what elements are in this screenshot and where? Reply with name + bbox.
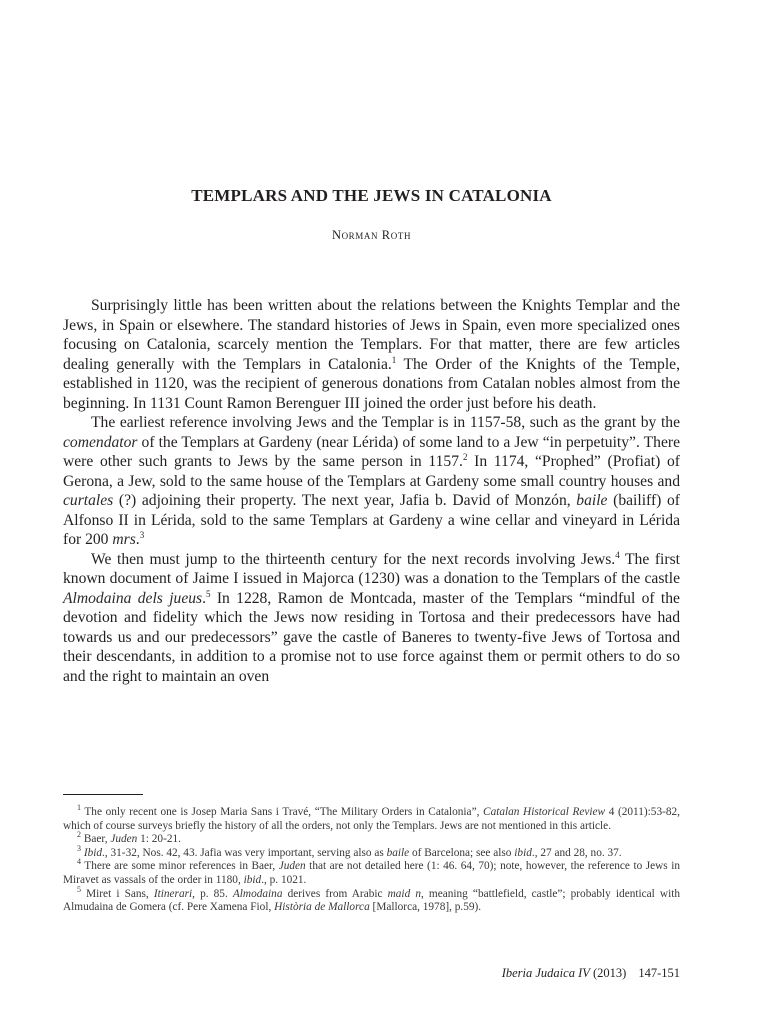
text-run: The earliest reference involving Jews and the Templar is in 1157-58, such as the grant by the [91,414,680,431]
italic-text: mrs [112,531,136,548]
text-run: ., 27 and 28, no. 37. [531,846,622,859]
italic-text: ibid [243,873,262,886]
text-run: Baer, [81,833,111,846]
footnote-text [63,857,680,886]
running-footer [502,966,680,981]
italic-text: Almodaina [232,887,283,900]
text-run: of the Templars at Gardeny (near Lérida) of some land to a Jew “in perpetuity”. There were other such grants to Jews by the same person in 1157. [63,433,680,470]
text-run: 4 (2011):53-82, which of course surveys briefly the history of all the orders, not only the Templars. Jews are not mentioned in this article. [63,806,680,832]
article-page [63,0,680,1024]
text-run: Surprisingly little has been written about the relations between the Knights Templar and the Jews, in Spain or elsewhere. The standard histories of Jews in Spain, even more specialized ones focusing on Catalonia, scarcely mention the Templars. For that matter, there are few articles dealing generally with the Templars in Catalonia. [63,297,680,373]
text-run: derives from Arabic [282,887,388,900]
footnote-ref: 5 [206,588,211,599]
italic-text: curtales [63,492,114,509]
text-run: . [135,531,140,548]
footnote [63,844,680,861]
footnote-text [81,833,181,845]
footnote-ref: 2 [462,451,468,462]
text-run: ., 31-32, Nos. 42, 43. Jafia was very important, serving also as [102,846,387,859]
footnote-number: 2 [77,830,81,840]
italic-text: comendator [63,433,138,451]
footnote-number: 5 [77,884,81,894]
article-author: Norman Roth [331,228,412,242]
text-run: of Barcelona; see also [409,846,515,859]
text-run: [Mallorca, 1978], p.59). [369,901,482,914]
italic-text: baile [386,846,410,859]
footnote-number: 3 [77,844,81,854]
article-title: TEMPLARS AND THE JEWS IN CATALONIA [191,186,552,205]
text-run: In 1228, Ramon de Montcada, master of the Templars “mindful of the devotion and fidelity which the Jews now residing in Tortosa and their predecessors have had towards us and our predecessors” gave the castle of Baneres to twenty-five Jews of Tortosa and their descendants, in addition to a promise not to use force against them or permit others to do so and the right to maintain an oven [63,589,680,685]
body-paragraph [63,413,680,550]
page-range: 147-151 [638,966,680,980]
body-paragraph [63,296,680,413]
text-run: The first known document of Jaime I issued in Majorca (1230) was a donation to the Templars of the castle [63,550,680,587]
text-run: In 1174, “Prophed” (Profiat) of Gerona, a Jew, sold to the same house of the Templars at Gardeny some small country houses and [63,453,681,490]
footnote [63,857,680,887]
italic-text: Juden [110,833,138,846]
italic-text: Catalan Historical Review [483,806,606,818]
journal-name: Iberia Judaica IV [501,966,590,980]
journal-year: (2013) [589,966,627,980]
italic-text: Almodaina dels jueus [63,589,203,607]
article-body [63,296,680,686]
text-run: Miret i Sans, [81,887,154,900]
italic-text: ibid [514,846,532,859]
italic-text: Història de Mallorca [274,901,370,914]
text-run: (bailiff) of Alfonso II in Lérida, sold to the same Templars at Gardeny a wine cellar and vineyard in Lérida for 200 [63,492,680,548]
italic-text: maid n [387,887,421,900]
italic-text: baile [576,492,608,509]
text-run: . [202,589,207,607]
text-run: (?) adjoining their property. The next year, Jafia b. David of Monzón, [113,492,577,509]
italic-text: Itinerari [153,887,193,900]
text-run: We then must jump to the thirteenth century for the next records involving Jews. [91,550,616,568]
footnote [63,830,680,847]
footnote-rule [63,794,143,795]
footnote-text [81,847,622,859]
text-run: 1: 20-21. [137,833,181,846]
body-paragraph [63,550,680,687]
footnote [63,884,680,915]
footnote-ref: 4 [615,549,620,560]
text-run: , p. 85. [192,887,233,900]
text-run: The only recent one is Josep Maria Sans i Travé, “The Military Orders in Catalonia”, [81,806,484,818]
text-run: , meaning “battlefield, castle”; probably identical with Almudaina de Gomera (cf. Pere Xamena Fiol, [63,887,680,914]
footnote-text [63,806,680,832]
footnote-ref: 1 [391,354,397,365]
italic-text: Ibid [83,846,103,859]
text-run: The Order of the Knights of the Temple, established in 1120, was the recipient of generous donations from Catalan nobles almost from the beginning. In 1131 Count Ramon Berenguer III joined the order just before his death. [63,355,680,412]
footnote-text [63,888,680,914]
footnote-number: 4 [77,857,81,867]
footnote-ref: 3 [139,529,145,540]
text-run: ., p. 1021. [261,873,307,886]
footnotes [63,803,680,915]
footnote [63,803,680,833]
footnote-number: 1 [77,803,81,813]
italic-text: Juden [278,860,306,873]
text-run: that are not detailed here (1: 46. 64, 70); note, however, the reference to Jews in Miravet as vassals of the order in 1180, [63,860,680,886]
text-run: There are some minor references in Baer, [81,860,279,873]
